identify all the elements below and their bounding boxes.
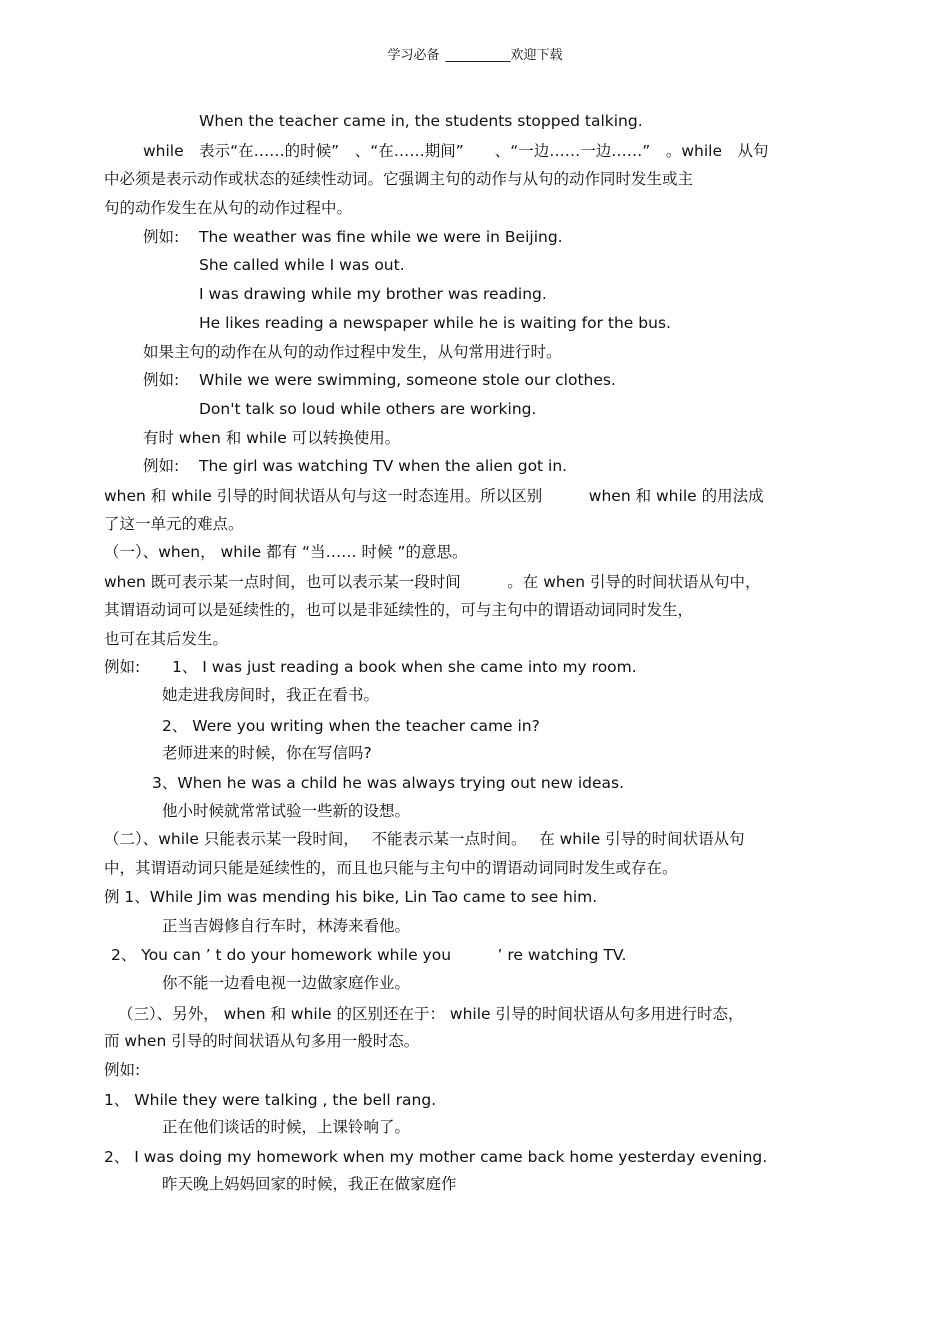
paragraph-line: 有时 when 和 while 可以转换使用。 (143, 429, 401, 447)
paragraph-line: 中必须是表示动作或状态的延续性动词。它强调主句的动作与从句的动作同时发生或主 (104, 170, 694, 188)
paragraph-line: 了这一单元的难点。 (104, 515, 244, 533)
header-dashes: __________ (445, 48, 511, 63)
example-line: The weather was fine while we were in Beijing. (199, 228, 563, 246)
header-right-text: 欢迎下载 (510, 48, 563, 63)
example-line: The girl was watching TV when the alien got in. (199, 457, 568, 475)
paragraph-line: when 和 while 引导的时间状语从句与这一时态连用。所以区别 when 和 while 的用法成 (104, 487, 764, 505)
example-line: 2、 Were you writing when the teacher came in? (162, 717, 540, 735)
paragraph-line: 如果主句的动作在从句的动作过程中发生，从句常用进行时。 (143, 343, 562, 361)
example-label: 例如: (143, 228, 180, 246)
translation-line: 老师进来的时候，你在写信吗? (162, 744, 372, 762)
translation-line: 你不能一边看电视一边做家庭作业。 (162, 974, 411, 992)
example-label: 例如: (104, 658, 141, 676)
translation-line: 正在他们谈话的时候，上课铃响了。 (162, 1118, 411, 1136)
translation-line: 正当吉姆修自行车时，林涛来看他。 (162, 917, 411, 935)
paragraph-line: 其谓语动词可以是延续性的，也可以是非延续性的，可与主句中的谓语动词同时发生， (104, 601, 694, 619)
example-label: 例如: (104, 1061, 141, 1079)
section-heading: （二）、while 只能表示某一段时间， 不能表示某一点时间。 在 while 引导的时间状语从句 (104, 830, 745, 848)
paragraph-line: 中，其谓语动词只能是延续性的，而且也只能与主句中的谓语动词同时发生或存在。 (104, 859, 678, 877)
header-left-text: 学习必备 (387, 48, 440, 63)
paragraph-line: while 表示“在……的时候” 、“在……期间” 、“一边……一边……” 。while 从句 (143, 142, 769, 160)
example-line: 3、When he was a child he was always trying out new ideas. (152, 774, 625, 792)
example-line: 1、 While they were talking , the bell rang. (104, 1091, 437, 1109)
example-line: 例 1、While Jim was mending his bike, Lin Tao came to see him. (104, 888, 598, 906)
translation-line: 他小时候就常常试验一些新的设想。 (162, 802, 411, 820)
example-line: 2、 I was doing my homework when my mother came back home yesterday evening. (104, 1148, 768, 1166)
example-line: Don't talk so loud while others are working. (199, 400, 537, 418)
example-label: 例如: (143, 371, 180, 389)
page-header (0, 46, 950, 66)
section-heading: （三）、另外， when 和 while 的区别还在于： while 引导的时间状语从句多用进行时态， (118, 1005, 744, 1023)
example-line: She called while I was out. (199, 256, 405, 274)
paragraph-line: 句的动作发生在从句的动作过程中。 (104, 199, 353, 217)
example-line: I was drawing while my brother was reading. (199, 285, 547, 303)
paragraph-line: when 既可表示某一点时间，也可以表示某一段时间 。在 when 引导的时间状语从句中， (104, 573, 761, 591)
paragraph-line: 而 when 引导的时间状语从句多用一般时态。 (104, 1032, 420, 1050)
section-heading: （一）、when， while 都有 “当…… 时候 ”的意思。 (104, 543, 468, 561)
example-line: 1、 I was just reading a book when she came into my room. (172, 658, 637, 676)
example-line: While we were swimming, someone stole our clothes. (199, 371, 616, 389)
paragraph-line: 也可在其后发生。 (104, 630, 229, 648)
translation-line: 昨天晚上妈妈回家的时候，我正在做家庭作 (162, 1175, 457, 1193)
example-label: 例如: (143, 457, 180, 475)
example-line: When the teacher came in, the students stopped talking. (199, 112, 643, 130)
example-line: 2、 You can ’ t do your homework while you ’ re watching TV. (111, 946, 627, 964)
translation-line: 她走进我房间时，我正在看书。 (162, 686, 380, 704)
example-line: He likes reading a newspaper while he is waiting for the bus. (199, 314, 671, 332)
